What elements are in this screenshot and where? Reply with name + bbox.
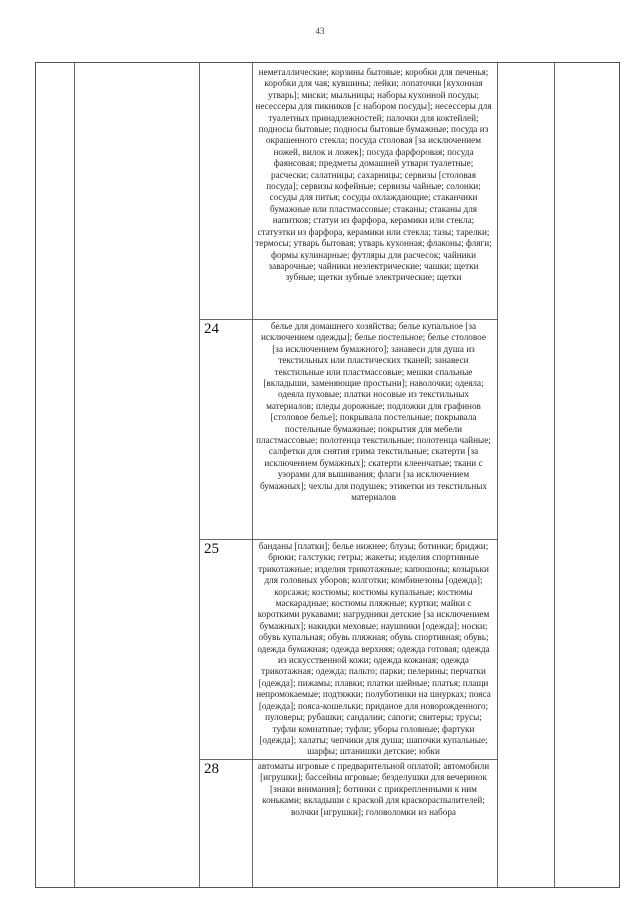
goods-description: автоматы игровые с предварительной оплатой; автомобили [игрушки]; бассейны игровые; безделушки для вечеринок [знаки внимания]; ботинки с прикрепленными к ним коньками; вкладыши с краской для краскораспылителей; волчки [игрушки]; головоломки из набора	[257, 761, 490, 817]
column-divider	[497, 63, 498, 887]
column-divider	[554, 63, 555, 887]
row-divider	[199, 319, 497, 320]
column-divider	[199, 63, 200, 887]
class-number: 25	[204, 541, 219, 557]
class-number: 28	[204, 761, 219, 777]
goods-description: неметаллические; корзины бытовые; коробки для печенья; коробки для чая; кувшины; лейки; лопаточки [кухонная утварь]; миски; мыльницы; наборы кухонной посуды; несессеры для пикников [с набором посуды]; несессеры для туалетных принадлежностей; палочки для коктейлей; подносы бытовые; подносы бытовые бумажные; посуда из окрашенного стекла; посуда столовая [за исключением ножей, вилок и ложек]; посуда фарфоровая; посуда фаянсовая; предметы домашней утвари туалетные; расчески; салатницы; сахарницы; сервизы [столовая посуда]; сервизы кофейные; сервизы чайные; солонки; сосуды для питья; сосуды охлаждающие; стаканчики бумажные или пластмассовые; стаканы; стаканы для напитков; статуи из фарфора, керамики или стекла; статуэтки из фарфора, керамики или стекла; тазы; тарелки; термосы; утварь бытовая; утварь кухонная; флаконы; фляги; формы кулинарные; футляры для расчесок; чайники заварочные; чайники неэлектрические; чашки; щетки зубные; щетки зубные электрические; щетки	[255, 67, 492, 283]
column-divider	[74, 63, 75, 887]
row-divider	[199, 539, 497, 540]
goods-table	[35, 62, 620, 888]
page-number: 43	[315, 26, 325, 36]
class-number: 24	[204, 321, 219, 337]
goods-description: банданы [платки]; белье нижнее; блузы; ботинки; бриджи; брюки; галстуки; гетры; жакеты; изделия спортивные трикотажные; изделия трикотажные; капюшоны; козырьки для головных уборов; колготки; комбинезоны [одежда]; корсажи; костюмы; костюмы купальные; костюмы маскарадные; костюмы пляжные; куртки; майки с короткими рукавами; нагрудники детские [за исключением бумажных]; накидки меховые; наушники [одежда]; носки; обувь купальная; обувь пляжная; обувь спортивная; обувь; одежда бумажная; одежда верхняя; одежда готовая; одежда из искусственной кожи; одежда кожаная; одежда трикотажная; одежда; пальто; парки; пелерины; перчатки [одежда]; пижамы; плавки; платки шейные; платья; плащи непромокаемые; подтяжки; полуботинки на шнурках; пояса [одежда]; пояса-кошельки; приданое для новорожденного; пуловеры; рубашки; сандалии; сапоги; свитеры; трусы; туфли комнатные; туфли; уборы головные; фартуки [одежда]; халаты; чепчики для душа; шапочки купальные; шарфы; штанишки детские; юбки	[256, 541, 491, 757]
column-divider	[252, 63, 253, 887]
row-divider	[199, 759, 497, 760]
goods-description: белье для домашнего хозяйства; белье купальное [за исключением одежды]; белье постельное; белье столовое [за исключением бумажного]; занавеси для душа из текстильных или пластических тканей; занавеси текстильные или пластмассовые; мешки спальные [вкладыши, заменяющие простыни]; наволочки; одеяла; одеяла пуховые; платки носовые из текстильных материалов; пледы дорожные; подложки для графинов [столовое белье]; покрывала постельные; покрывала постельные бумажные; покрытия для мебели пластмассовые; полотенца текстильные; полотенца чайные; салфетки для снятия грима текстильные; скатерти [за исключением бумажных]; скатерти клеенчатые; ткани с узорами для вышивания; флаги [за исключением бумажных]; чехлы для подушек; этикетки из текстильных материалов	[256, 321, 491, 503]
